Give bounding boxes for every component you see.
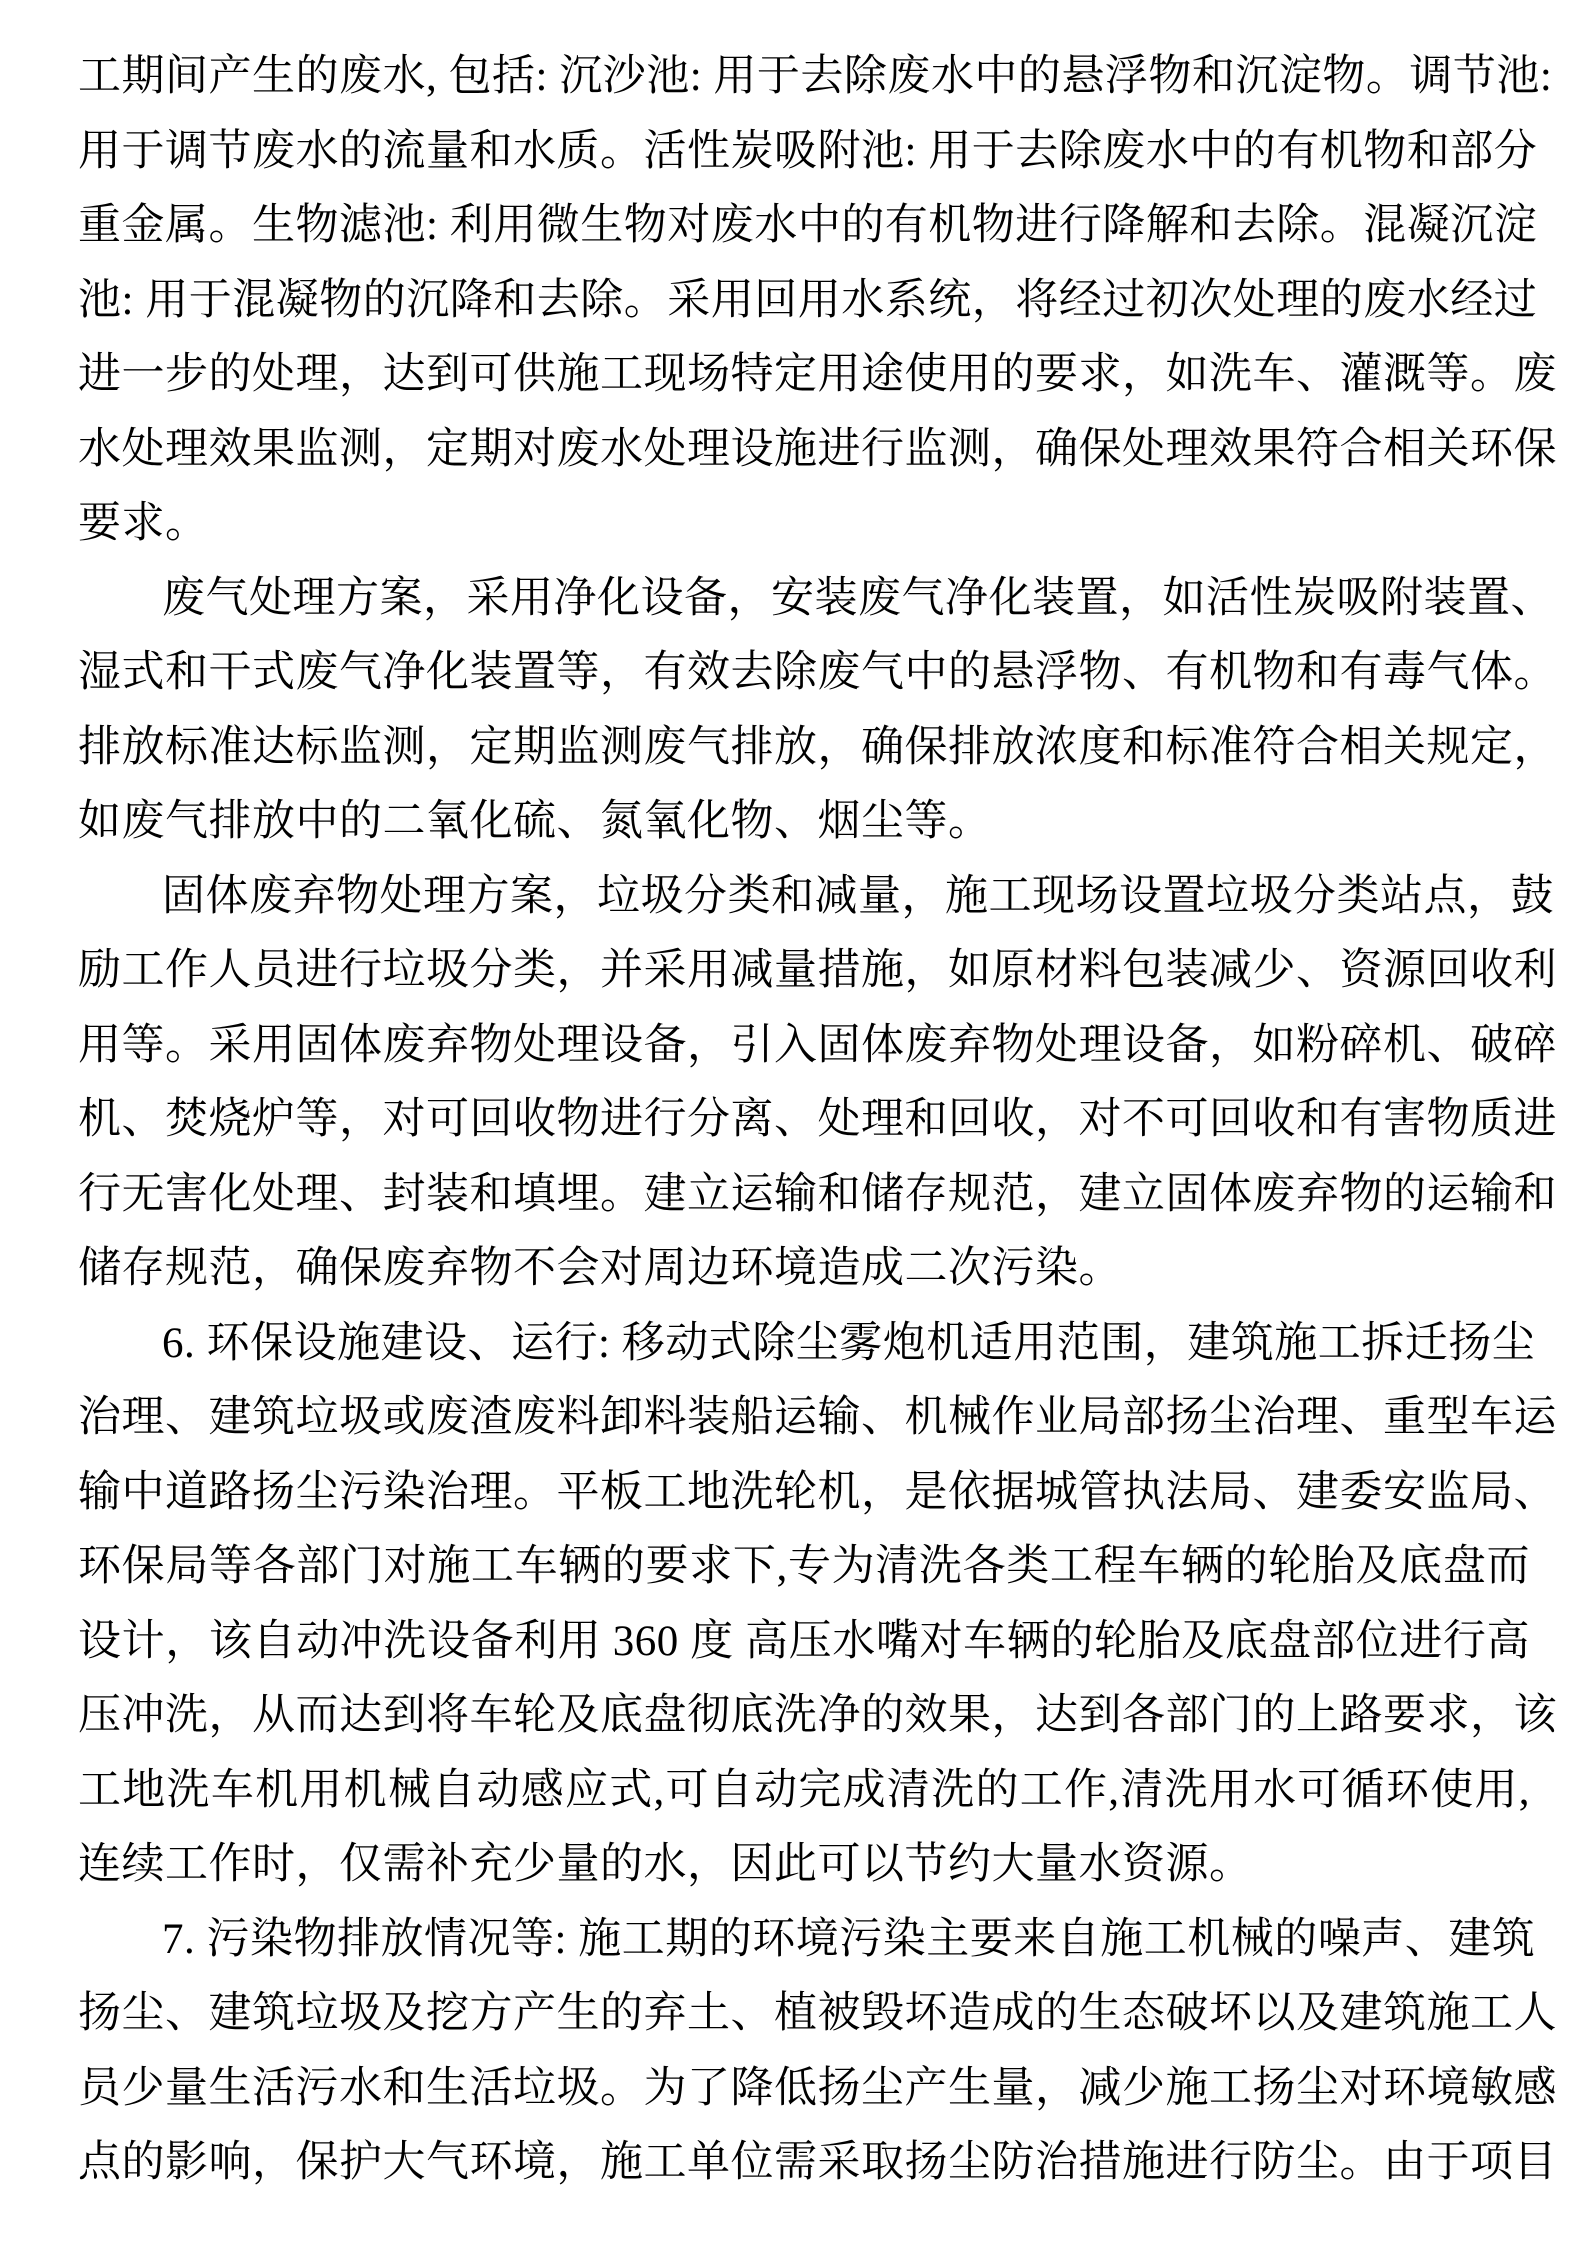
text-line: 工地洗车机用机械自动感应式,可自动完成清洗的工作,清洗用水可循环使用, [78, 1766, 1530, 1814]
text-line: 连续工作时，仅需补充少量的水，因此可以节约大量水资源。 [78, 1841, 1253, 1888]
text-line: 用于调节废水的流量和水质。活性炭吸附池: 用于去除废水中的有机物和部分 [78, 127, 1538, 175]
text-line: 重金属。生物滤池: 利用微生物对废水中的有机物进行降解和去除。混凝沉淀 [78, 202, 1538, 249]
text-line: 用等。采用固体废弃物处理设备，引入固体废弃物处理设备，如粉碎机、破碎 [78, 1021, 1557, 1069]
text-line: 行无害化处理、封装和填埋。建立运输和储存规范，建立固体废弃物的运输和 [78, 1170, 1557, 1218]
text-line: 要求。 [78, 500, 209, 547]
text-line: 环保局等各部门对施工车辆的要求下,专为清洗各类工程车辆的轮胎及底盘而 [78, 1543, 1530, 1590]
text-line: 储存规范，确保废弃物不会对周边环境造成二次污染。 [78, 1245, 1122, 1292]
text-line: 水处理效果监测，定期对废水处理设施进行监测，确保处理效果符合相关环保 [78, 425, 1557, 473]
text-line: 排放标准达标监测，定期监测废气排放，确保排放浓度和标准符合相关规定， [78, 723, 1557, 771]
text-line: 员少量生活污水和生活垃圾。为了降低扬尘产生量，减少施工扬尘对环境敏感 [78, 2064, 1557, 2112]
text-line: 湿式和干式废气净化装置等，有效去除废气中的悬浮物、有机物和有毒气体。 [78, 649, 1557, 696]
text-line: 压冲洗，从而达到将车轮及底盘彻底洗净的效果，达到各部门的上路要求，该 [78, 1692, 1557, 1739]
text-line: 池: 用于混凝物的沉降和去除。采用回用水系统，将经过初次处理的废水经过 [78, 276, 1538, 324]
text-line: 输中道路扬尘污染治理。平板工地洗轮机，是依据城管执法局、建委安监局、 [78, 1468, 1557, 1516]
text-line: 励工作人员进行垃圾分类，并采用减量措施，如原材料包装减少、资源回收利 [78, 947, 1557, 994]
text-line: 固体废弃物处理方案，垃圾分类和减量，施工现场设置垃圾分类站点，鼓 [162, 872, 1554, 920]
text-line: 6. 环保设施建设、运行: 移动式除尘雾炮机适用范围，建筑施工拆迁扬尘 [162, 1319, 1536, 1367]
text-line: 扬尘、建筑垃圾及挖方产生的弃土、植被毁坏造成的生态破坏以及建筑施工人 [78, 1990, 1557, 2037]
text-line: 机、焚烧炉等，对可回收物进行分离、处理和回收，对不可回收和有害物质进 [78, 1096, 1557, 1143]
text-line: 进一步的处理，达到可供施工现场特定用途使用的要求，如洗车、灌溉等。废 [78, 351, 1557, 398]
text-line: 7. 污染物排放情况等: 施工期的环境污染主要来自施工机械的噪声、建筑 [162, 1915, 1536, 1963]
text-line: 点的影响，保护大气环境，施工单位需采取扬尘防治措施进行防尘。由于项目 [78, 2139, 1557, 2186]
text-line: 工期间产生的废水, 包括: 沉沙池: 用于去除废水中的悬浮物和沉淀物。调节池: [78, 53, 1553, 100]
text-line: 如废气排放中的二氧化硫、氮氧化物、烟尘等。 [78, 798, 992, 845]
text-line: 废气处理方案，采用净化设备，安装废气净化装置，如活性炭吸附装置、 [162, 574, 1554, 622]
text-line: 设计，该自动冲洗设备利用 360 度 高压水嘴对车辆的轮胎及底盘部位进行高 [78, 1617, 1530, 1665]
text-line: 治理、建筑垃圾或废渣废料卸料装船运输、机械作业局部扬尘治理、重型车运 [78, 1394, 1557, 1441]
